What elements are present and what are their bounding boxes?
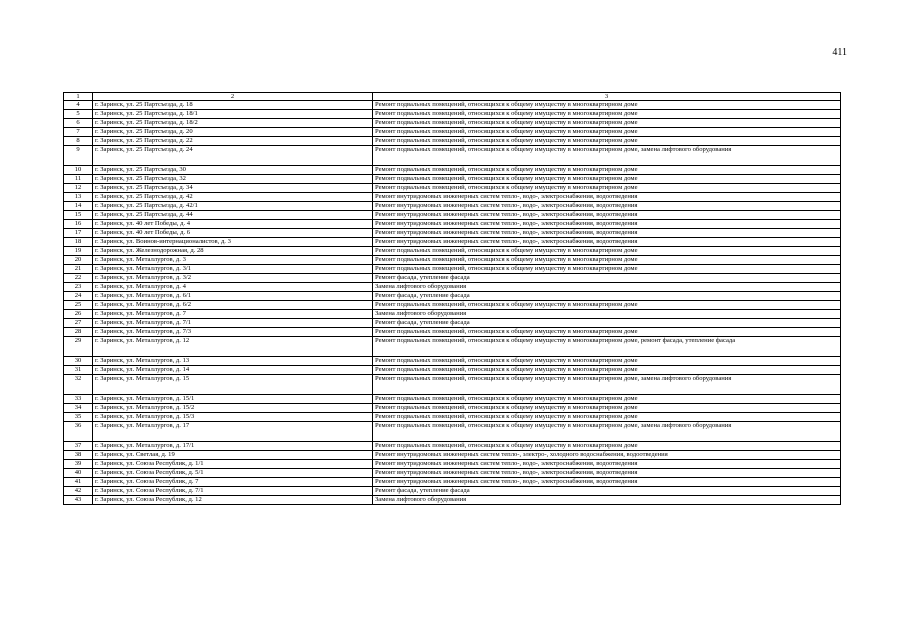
work-type-cell: Ремонт подвальных помещений, относящихся к общему имуществу в многоквартирном доме, замена лифтового оборудования: [373, 422, 841, 442]
work-type-cell: Ремонт подвальных помещений, относящихся к общему имуществу в многоквартирном доме, ремонт фасада, утепление фасада: [373, 337, 841, 357]
row-number-cell: 5: [64, 110, 93, 119]
table-row: [64, 175, 841, 184]
row-number-cell: 14: [64, 202, 93, 211]
row-number-cell: 8: [64, 137, 93, 146]
address-cell: г. Заринск, ул. 25 Партсъезда, д. 18/2: [93, 119, 373, 128]
work-type-cell: Ремонт подвальных помещений, относящихся к общему имуществу в многоквартирном доме: [373, 101, 841, 110]
work-type-cell: Ремонт подвальных помещений, относящихся к общему имуществу в многоквартирном доме: [373, 413, 841, 422]
address-cell: г. Заринск, ул. Металлургов, д. 13: [93, 357, 373, 366]
address-cell: г. Заринск, ул. Металлургов, д. 3: [93, 256, 373, 265]
table-row: [64, 247, 841, 256]
table-row: [64, 460, 841, 469]
table-row: [64, 413, 841, 422]
work-type-cell: Ремонт подвальных помещений, относящихся к общему имуществу в многоквартирном доме, замена лифтового оборудования: [373, 375, 841, 395]
table-row: [64, 310, 841, 319]
address-cell: г. Заринск, ул. Металлургов, д. 17: [93, 422, 373, 442]
work-type-cell: Ремонт подвальных помещений, относящихся к общему имуществу в многоквартирном доме: [373, 404, 841, 413]
work-type-cell: Ремонт внутридомовых инженерных систем тепло-, водо-, электроснабжения, водоотведения: [373, 193, 841, 202]
row-number-cell: 13: [64, 193, 93, 202]
work-type-cell: Ремонт подвальных помещений, относящихся к общему имуществу в многоквартирном доме: [373, 184, 841, 193]
work-type-cell: Ремонт внутридомовых инженерных систем тепло-, водо-, электроснабжения, водоотведения: [373, 220, 841, 229]
row-number-cell: 21: [64, 265, 93, 274]
row-number-cell: 43: [64, 496, 93, 505]
work-type-cell: Ремонт подвальных помещений, относящихся к общему имуществу в многоквартирном доме, замена лифтового оборудования: [373, 146, 841, 166]
row-number-cell: 7: [64, 128, 93, 137]
work-type-cell: Замена лифтового оборудования: [373, 496, 841, 505]
table-row: [64, 366, 841, 375]
address-cell: г. Заринск, ул. Металлургов, д. 17/1: [93, 442, 373, 451]
table-row: [64, 451, 841, 460]
table-row: [64, 337, 841, 357]
work-type-cell: Ремонт внутридомовых инженерных систем тепло-, водо-, электроснабжения, водоотведения: [373, 211, 841, 220]
table-row: [64, 292, 841, 301]
work-type-cell: Ремонт подвальных помещений, относящихся к общему имуществу в многоквартирном доме: [373, 366, 841, 375]
table-row: [64, 404, 841, 413]
column-header-1: 1: [64, 93, 93, 101]
address-cell: г. Заринск, ул. Металлургов, д. 4: [93, 283, 373, 292]
table-row: [64, 395, 841, 404]
address-cell: г. Заринск, ул. Союза Республик, д. 1/1: [93, 460, 373, 469]
work-type-cell: Ремонт фасада, утепление фасада: [373, 319, 841, 328]
table-row: [64, 283, 841, 292]
work-type-cell: Ремонт подвальных помещений, относящихся к общему имуществу в многоквартирном доме: [373, 166, 841, 175]
address-cell: г. Заринск, ул. 25 Партсъезда, д. 18: [93, 101, 373, 110]
address-cell: г. Заринск, ул. Металлургов, д. 7/3: [93, 328, 373, 337]
address-cell: г. Заринск, ул. Металлургов, д. 15/1: [93, 395, 373, 404]
table-row: [64, 211, 841, 220]
work-type-cell: Ремонт внутридомовых инженерных систем тепло-, водо-, электроснабжения, водоотведения: [373, 469, 841, 478]
row-number-cell: 29: [64, 337, 93, 357]
address-cell: г. Заринск, ул. 25 Партсъезда, д. 44: [93, 211, 373, 220]
column-header-3: 3: [373, 93, 841, 101]
row-number-cell: 23: [64, 283, 93, 292]
row-number-cell: 9: [64, 146, 93, 166]
table-row: [64, 256, 841, 265]
work-type-cell: Ремонт подвальных помещений, относящихся к общему имуществу в многоквартирном доме: [373, 301, 841, 310]
row-number-cell: 10: [64, 166, 93, 175]
table-row: [64, 166, 841, 175]
table-row: [64, 110, 841, 119]
table-row: [64, 469, 841, 478]
address-cell: г. Заринск, ул. 25 Партсъезда, д. 42/1: [93, 202, 373, 211]
table-row: [64, 101, 841, 110]
work-type-cell: Ремонт подвальных помещений, относящихся к общему имуществу в многоквартирном доме: [373, 256, 841, 265]
table-row: [64, 238, 841, 247]
row-number-cell: 11: [64, 175, 93, 184]
row-number-cell: 31: [64, 366, 93, 375]
work-type-cell: Ремонт подвальных помещений, относящихся к общему имуществу в многоквартирном доме: [373, 119, 841, 128]
work-type-cell: Замена лифтового оборудования: [373, 310, 841, 319]
address-cell: г. Заринск, ул. 25 Партсъезда, д. 34: [93, 184, 373, 193]
address-cell: г. Заринск, ул. Союза Республик, д. 7: [93, 478, 373, 487]
address-cell: г. Заринск, ул. Металлургов, д. 7/1: [93, 319, 373, 328]
table-row: [64, 496, 841, 505]
address-cell: г. Заринск, ул. 25 Партсъезда, д. 42: [93, 193, 373, 202]
row-number-cell: 16: [64, 220, 93, 229]
table-row: [64, 375, 841, 395]
table-row: [64, 184, 841, 193]
table-row: [64, 137, 841, 146]
work-type-cell: Ремонт внутридомовых инженерных систем тепло-, водо-, электроснабжения, водоотведения: [373, 478, 841, 487]
row-number-cell: 19: [64, 247, 93, 256]
address-cell: г. Заринск, ул. Металлургов, д. 3/2: [93, 274, 373, 283]
row-number-cell: 37: [64, 442, 93, 451]
row-number-cell: 28: [64, 328, 93, 337]
row-number-cell: 38: [64, 451, 93, 460]
row-number-cell: 17: [64, 229, 93, 238]
address-cell: г. Заринск, ул. Металлургов, д. 7: [93, 310, 373, 319]
address-cell: г. Заринск, ул. Металлургов, д. 15/3: [93, 413, 373, 422]
address-cell: г. Заринск, ул. 40 лет Победы, д. 6: [93, 229, 373, 238]
row-number-cell: 24: [64, 292, 93, 301]
table-row: [64, 119, 841, 128]
address-cell: г. Заринск, ул. Металлургов, д. 15/2: [93, 404, 373, 413]
work-type-cell: Ремонт подвальных помещений, относящихся к общему имуществу в многоквартирном доме: [373, 328, 841, 337]
work-type-cell: Ремонт подвальных помещений, относящихся к общему имуществу в многоквартирном доме: [373, 395, 841, 404]
address-cell: г. Заринск, ул. Союза Республик, д. 7/1: [93, 487, 373, 496]
address-cell: г. Заринск, ул. 25 Партсъезда, 30: [93, 166, 373, 175]
page-number: 411: [832, 47, 847, 58]
row-number-cell: 26: [64, 310, 93, 319]
column-number-row: [64, 93, 841, 101]
table-row: [64, 301, 841, 310]
row-number-cell: 15: [64, 211, 93, 220]
row-number-cell: 12: [64, 184, 93, 193]
row-number-cell: 32: [64, 375, 93, 395]
address-cell: г. Заринск, ул. Металлургов, д. 14: [93, 366, 373, 375]
table-row: [64, 146, 841, 166]
repair-registry-table: [63, 92, 841, 505]
row-number-cell: 27: [64, 319, 93, 328]
work-type-cell: Ремонт подвальных помещений, относящихся к общему имуществу в многоквартирном доме: [373, 175, 841, 184]
work-type-cell: Ремонт внутридомовых инженерных систем тепло-, водо-, электроснабжения, водоотведения: [373, 238, 841, 247]
address-cell: г. Заринск, ул. Железнодорожная, д. 28: [93, 247, 373, 256]
row-number-cell: 39: [64, 460, 93, 469]
column-header-2: 2: [93, 93, 373, 101]
table-row: [64, 202, 841, 211]
work-type-cell: Ремонт подвальных помещений, относящихся к общему имуществу в многоквартирном доме: [373, 442, 841, 451]
address-cell: г. Заринск, ул. 40 лет Победы, д. 4: [93, 220, 373, 229]
work-type-cell: Ремонт внутридомовых инженерных систем тепло-, электро-, холодного водоснабжения, водоотведения: [373, 451, 841, 460]
table-row: [64, 274, 841, 283]
address-cell: г. Заринск, ул. Металлургов, д. 3/1: [93, 265, 373, 274]
row-number-cell: 33: [64, 395, 93, 404]
table-row: [64, 442, 841, 451]
address-cell: г. Заринск, ул. Воинов-интернационалистов, д. 3: [93, 238, 373, 247]
address-cell: г. Заринск, ул. Металлургов, д. 6/1: [93, 292, 373, 301]
address-cell: г. Заринск, ул. 25 Партсъезда, 32: [93, 175, 373, 184]
table-row: [64, 357, 841, 366]
table-row: [64, 478, 841, 487]
address-cell: г. Заринск, ул. Союза Республик, д. 5/1: [93, 469, 373, 478]
address-cell: г. Заринск, ул. Металлургов, д. 12: [93, 337, 373, 357]
work-type-cell: Ремонт внутридомовых инженерных систем тепло-, водо-, электроснабжения, водоотведения: [373, 202, 841, 211]
row-number-cell: 35: [64, 413, 93, 422]
address-cell: г. Заринск, ул. Металлургов, д. 15: [93, 375, 373, 395]
row-number-cell: 42: [64, 487, 93, 496]
table-row: [64, 128, 841, 137]
row-number-cell: 40: [64, 469, 93, 478]
table-row: [64, 193, 841, 202]
work-type-cell: Ремонт подвальных помещений, относящихся к общему имуществу в многоквартирном доме: [373, 247, 841, 256]
table-row: [64, 319, 841, 328]
work-type-cell: Замена лифтового оборудования: [373, 283, 841, 292]
address-cell: г. Заринск, ул. Светлая, д. 19: [93, 451, 373, 460]
row-number-cell: 22: [64, 274, 93, 283]
work-type-cell: Ремонт внутридомовых инженерных систем тепло-, водо-, электроснабжения, водоотведения: [373, 229, 841, 238]
work-type-cell: Ремонт внутридомовых инженерных систем тепло-, водо-, электроснабжения, водоотведения: [373, 460, 841, 469]
address-cell: г. Заринск, ул. Союза Республик, д. 12: [93, 496, 373, 505]
table-row: [64, 229, 841, 238]
row-number-cell: 41: [64, 478, 93, 487]
work-type-cell: Ремонт подвальных помещений, относящихся к общему имуществу в многоквартирном доме: [373, 265, 841, 274]
work-type-cell: Ремонт подвальных помещений, относящихся к общему имуществу в многоквартирном доме: [373, 110, 841, 119]
row-number-cell: 30: [64, 357, 93, 366]
table-row: [64, 487, 841, 496]
work-type-cell: Ремонт фасада, утепление фасада: [373, 292, 841, 301]
work-type-cell: Ремонт подвальных помещений, относящихся к общему имуществу в многоквартирном доме: [373, 128, 841, 137]
address-cell: г. Заринск, ул. 25 Партсъезда, д. 22: [93, 137, 373, 146]
address-cell: г. Заринск, ул. 25 Партсъезда, д. 20: [93, 128, 373, 137]
row-number-cell: 18: [64, 238, 93, 247]
table-row: [64, 220, 841, 229]
row-number-cell: 25: [64, 301, 93, 310]
address-cell: г. Заринск, ул. Металлургов, д. 6/2: [93, 301, 373, 310]
work-type-cell: Ремонт фасада, утепление фасада: [373, 487, 841, 496]
work-type-cell: Ремонт подвальных помещений, относящихся к общему имуществу в многоквартирном доме: [373, 357, 841, 366]
table-row: [64, 328, 841, 337]
row-number-cell: 34: [64, 404, 93, 413]
row-number-cell: 6: [64, 119, 93, 128]
address-cell: г. Заринск, ул. 25 Партсъезда, д. 18/1: [93, 110, 373, 119]
work-type-cell: Ремонт фасада, утепление фасада: [373, 274, 841, 283]
table-row: [64, 422, 841, 442]
row-number-cell: 36: [64, 422, 93, 442]
address-cell: г. Заринск, ул. 25 Партсъезда, д. 24: [93, 146, 373, 166]
row-number-cell: 4: [64, 101, 93, 110]
row-number-cell: 20: [64, 256, 93, 265]
work-type-cell: Ремонт подвальных помещений, относящихся к общему имуществу в многоквартирном доме: [373, 137, 841, 146]
table-row: [64, 265, 841, 274]
